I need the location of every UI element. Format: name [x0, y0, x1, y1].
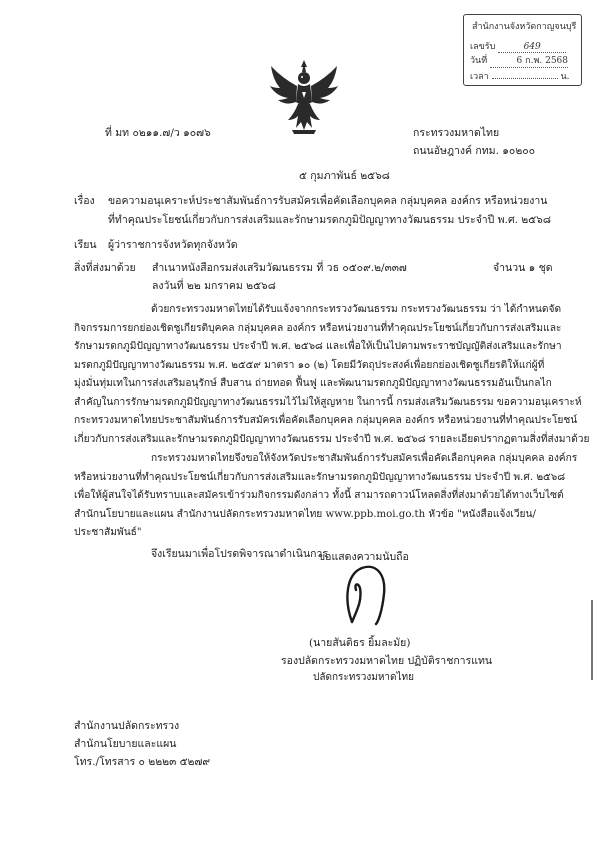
footer-office: สำนักงานปลัดกระทรวง [74, 720, 180, 732]
handwritten-signature-icon [338, 560, 393, 628]
stamp-org: สำนักงานจังหวัดกาญจนบุรี [472, 22, 577, 32]
footer-division: สำนักนโยบายและแผน [74, 738, 177, 750]
paragraph-line: กระทรวงมหาดไทยจึงขอให้จังหวัดประชาสัมพันธ์การรับสมัครเพื่อคัดเลือกบุคคล กลุ่มบุคคล องค์กร [151, 453, 578, 464]
paragraph-line: ด้วยกระทรวงมหาดไทยได้รับแจ้งจากกระทรวงวัฒนธรรม กระทรวงวัฒนธรรม ว่า ได้กำหนดจัด [151, 304, 562, 315]
paragraph-line: เพื่อให้ผู้สนใจได้รับทราบและสมัครเข้าร่วมกิจกรรมดังกล่าว ทั้งนี้ สามารถดาวน์โหลดสิ่งที่ส่งมาด้วยได้ทางเว็บไซต์ [74, 490, 564, 501]
paragraph-line: รักษามรดกภูมิปัญญาทางวัฒนธรรม ประจำปี พ.ศ. ๒๕๖๘ และเพื่อให้เป็นไปตามพระราชบัญญัติส่งเสริมและรักษา [74, 341, 562, 352]
stamp-time-label: เวลา [470, 72, 489, 82]
org-name: กระทรวงมหาดไทย [413, 127, 500, 139]
recipient-value: ผู้ว่าราชการจังหวัดทุกจังหวัด [108, 239, 238, 251]
scan-edge-mark [591, 600, 593, 680]
subject-line-1: ขอความอนุเคราะห์ประชาสัมพันธ์การรับสมัครเพื่อคัดเลือกบุคคล กลุ่มบุคคล องค์กร หรือหน่วยงาน [108, 195, 548, 207]
body-paragraph-2 [74, 450, 578, 543]
enclosure-label: สิ่งที่ส่งมาด้วย [74, 262, 136, 274]
paragraph-line: มุ่งมั่นทุ่มเทในการส่งเสริมอนุรักษ์ สืบสาน ถ่ายทอด ฟื้นฟู และพัฒนามรดกภูมิปัญญาทางวัฒนธรรมอันเป็นกลไก [74, 378, 552, 389]
closing-line: จึงเรียนมาเพื่อโปรดพิจารณาดำเนินการ [151, 548, 329, 560]
paragraph-line: กระทรวงมหาดไทยประชาสัมพันธ์การรับสมัครเพื่อคัดเลือกบุคคล กลุ่มบุคคล องค์กร หรือหน่วยงานที่ทำคุณประโยชน์ [74, 415, 578, 426]
paragraph-line: สำคัญในการรักษามรดกภูมิปัญญาทางวัฒนธรรมไว้ไม่ให้สูญหาย ในการนี้ กรมส่งเสริมวัฒนธรรม ขอความอนุเคราะห์ [74, 396, 582, 408]
document-date: ๕ กุมภาพันธ์ ๒๕๖๘ [299, 170, 390, 182]
org-address: ถนนอัษฎางค์ กทม. ๑๐๒๐๐ [413, 145, 536, 157]
paragraph-line: ประชาสัมพันธ์" [74, 527, 142, 538]
paragraph-line: กิจกรรมการยกย่องเชิดชูเกียรติบุคคล กลุ่มบุคคล องค์กร หรือหน่วยงานที่ทำคุณประโยชน์เกี่ยวกับการส่งเสริมและ [74, 322, 562, 334]
enclosure-line-1: สำเนาหนังสือกรมส่งเสริมวัฒนธรรม ที่ วธ ๐๕๐๙.๒/๓๓๗ [152, 262, 407, 274]
body-paragraph-1 [74, 301, 590, 449]
paragraph-line: หรือหน่วยงานที่ทำคุณประโยชน์เกี่ยวกับการส่งเสริมและรักษามรดกภูมิปัญญาทางวัฒนธรรม ประจำปี พ.ศ. ๒๕๖๘ [74, 471, 566, 483]
enclosure-line-2: ลงวันที่ ๒๒ มกราคม ๒๕๖๘ [152, 280, 276, 292]
signer-position-1: รองปลัดกระทรวงมหาดไทย ปฏิบัติราชการแทน [281, 655, 493, 667]
stamp-receive-no: 649 [498, 42, 566, 53]
recipient-label: เรียน [74, 239, 97, 251]
document-number: ที่ มท ๐๒๑๑.๗/ว ๑๐๗๖ [105, 127, 211, 139]
enclosure-quantity: จำนวน ๑ ชุด [493, 262, 553, 274]
stamp-time-suffix: น. [560, 72, 570, 82]
signer-position-2: ปลัดกระทรวงมหาดไทย [313, 672, 415, 683]
stamp-date-value: 6 ก.พ. 2568 [490, 53, 568, 68]
subject-label: เรื่อง [74, 195, 95, 207]
stamp-receive-label: เลขรับ [470, 42, 496, 52]
footer-contact: โทร./โทรสาร ๐ ๒๒๒๓ ๕๒๗๙ [74, 756, 211, 768]
paragraph-line: เกี่ยวกับการส่งเสริมและรักษามรดกภูมิปัญญาทางวัฒนธรรม ประจำปี พ.ศ. ๒๕๖๘ รายละเอียดปรากฏตามสิ่งที่ส่งมาด้วย [74, 433, 590, 445]
salutation: ขอแสดงความนับถือ [318, 551, 409, 563]
signer-name: (นายสันติธร ยิ้มละมัย) [309, 637, 411, 649]
stamp-date-label: วันที่ [470, 56, 488, 66]
subject-line-2: ที่ทำคุณประโยชน์เกี่ยวกับการส่งเสริมและรักษามรดกภูมิปัญญาทางวัฒนธรรม ประจำปี พ.ศ. ๒๕๖๘ [108, 214, 551, 226]
receiving-stamp [463, 14, 582, 86]
paragraph-line: มรดกภูมิปัญญาทางวัฒนธรรม พ.ศ. ๒๕๕๙ มาตรา ๑๐ (๒) โดยมีวัตถุประสงค์เพื่อยกย่องเชิดชูเกียรติให้แก่ผู้ที่ [74, 359, 545, 371]
paragraph-line: สำนักนโยบายและแผน สำนักงานปลัดกระทรวงมหาดไทย www.ppb.moi.go.th หัวข้อ "หนังสือแจ้งเวียน/ [74, 508, 536, 520]
garuda-emblem-icon [268, 58, 340, 136]
